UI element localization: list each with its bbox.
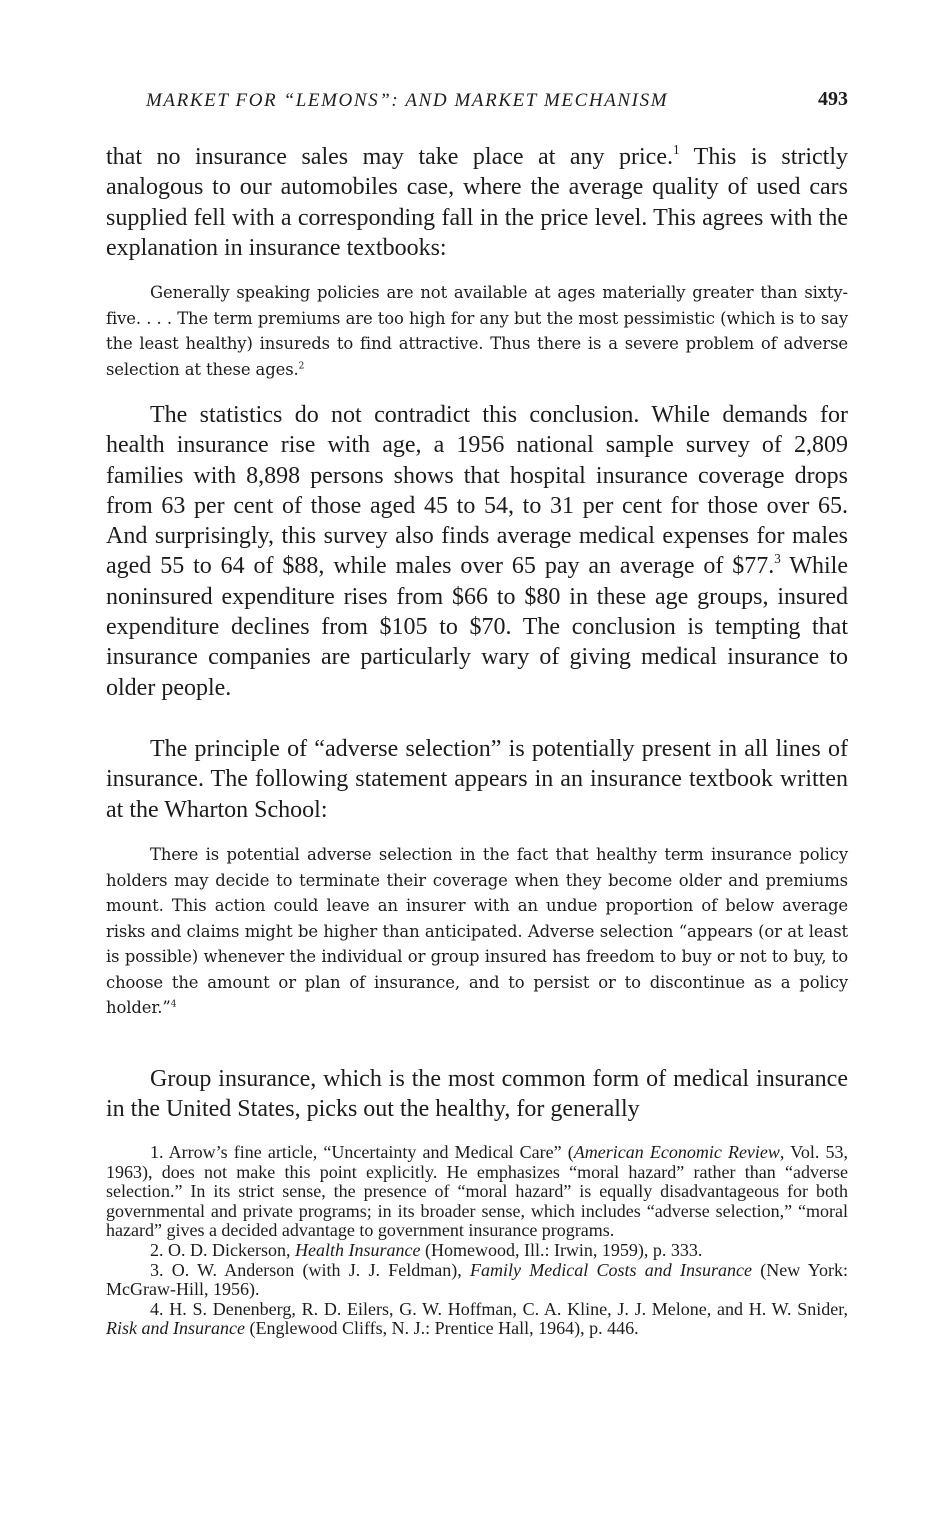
page-number: 493 — [818, 88, 848, 110]
footnote-ref-1: 1 — [673, 142, 680, 158]
footnote-3-title: Family Medical Costs and Insurance — [470, 1259, 752, 1280]
block-quote-1 — [106, 280, 848, 382]
paragraph-1-rest: This is strictly analogous to our automobiles case, where the average quality of used cars supplied fell with a corresponding fall in the price level. This agrees with the explanation in insurance textbooks: — [106, 144, 849, 261]
footnote-3-text: 3. O. W. Anderson (with J. J. Feldman), — [150, 1259, 471, 1280]
footnote-4-title: Risk and Insurance — [106, 1318, 245, 1339]
paragraph-4: Group insurance, which is the most common form of medical insurance in the United States, picks out the healthy, for generally — [106, 1066, 848, 1123]
paragraph-2 — [106, 400, 848, 703]
block-quote-1-text: Generally speaking policies are not available at ages materially greater than sixty-five. . . . The term premiums are too high for any but the most pessimistic (which is to say the least healthy) insureds to find attractive. Thus there is a severe problem of adverse selection at these ages. — [106, 283, 848, 379]
running-head — [146, 88, 848, 118]
footnote-1-rest: , Vol. 53, 1963), does not make this point explicitly. He emphasizes “moral hazard” rather than “adverse selection.” In its strict sense, the presence of “moral hazard” is equally disadvantageous for both governmental and private programs; in its broader sense, which includes “adverse selection,” “moral hazard” gives a decided advantage to government insurance programs. — [106, 1142, 849, 1241]
footnotes — [106, 1143, 848, 1339]
footnote-4-text: 4. H. S. Denenberg, R. D. Eilers, G. W. Hoffman, C. A. Kline, J. J. Melone, and H. W. Snider, — [150, 1298, 848, 1319]
footnote-ref-4: 4 — [170, 999, 177, 1010]
footnote-1 — [106, 1143, 848, 1241]
footnote-2 — [106, 1241, 848, 1261]
footnote-4 — [106, 1300, 848, 1339]
paragraph-2-text: The statistics do not contradict this conclusion. While demands for health insurance rise with age, a 1956 national sample survey of 2,809 families with 8,898 persons shows that hospital insurance coverage drops from 63 per cent of those aged 45 to 54, to 31 per cent for those over 65. And surprisingly, this survey also finds average medical expenses for males aged 55 to 64 of $88, while males over 65 pay an average of $77. — [106, 402, 848, 580]
paragraph-1 — [106, 142, 848, 263]
block-quote-2 — [106, 842, 848, 1021]
footnote-1-journal: American Economic Review — [573, 1142, 780, 1162]
paragraph-1-text: that no insurance sales may take place at any price. — [106, 144, 673, 170]
footnote-3 — [106, 1261, 848, 1300]
block-quote-2-text: There is potential adverse selection in the fact that healthy term insurance policy holders may decide to terminate their coverage when they become older and premiums mount. This action could leave an insurer with an undue proportion of below average risks and claims might be higher than anticipated. Adverse selection “appears (or at least is possible) whenever the individual or group insured has freedom to buy or not to buy, to choose the amount or plan of insurance, and to persist or to discontinue as a policy holder.” — [106, 845, 848, 1017]
footnote-ref-2: 2 — [298, 360, 305, 371]
footnote-1-text: 1. Arrow’s fine article, “Uncertainty and Medical Care” ( — [150, 1142, 574, 1162]
running-title: MARKET FOR “LEMONS”: AND MARKET MECHANISM — [146, 90, 669, 111]
footnote-2-rest: (Homewood, Ill.: Irwin, 1959), p. 333. — [420, 1239, 703, 1260]
paragraph-2-rest: While noninsured expenditure rises from $66 to $80 in these age groups, insured expenditure declines from $105 to $70. The conclusion is tempting that insurance companies are particularly wary of giving medical insurance to older people. — [106, 553, 848, 701]
footnote-4-rest: (Englewood Cliffs, N. J.: Prentice Hall, 1964), p. 446. — [244, 1318, 639, 1339]
footnote-ref-3: 3 — [774, 551, 781, 567]
paragraph-3: The principle of “adverse selection” is potentially present in all lines of insurance. The following statement appears in an insurance textbook written at the Wharton School: — [106, 736, 848, 823]
footnote-3-rest: (New York: McGraw-Hill, 1956). — [106, 1259, 848, 1300]
footnote-2-title: Health Insurance — [294, 1239, 421, 1260]
footnote-2-text: 2. O. D. Dickerson, — [150, 1239, 295, 1260]
